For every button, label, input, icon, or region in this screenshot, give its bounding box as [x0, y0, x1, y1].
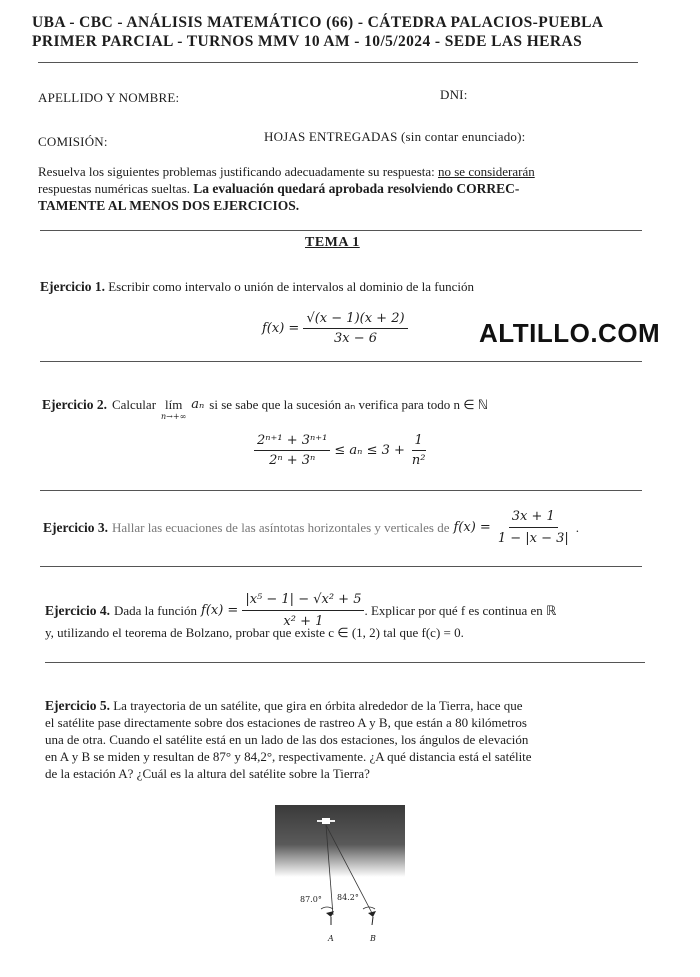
exercise-4-lhs: f(x) =: [201, 603, 239, 618]
dni-field-label: DNI:: [440, 87, 468, 102]
exercise-2-inequality: [254, 433, 428, 468]
angle-arc-a: [321, 907, 333, 909]
limit-operator: [161, 399, 186, 423]
exercise-3-lhs: f(x) =: [453, 520, 491, 535]
exercise-2-statement: [42, 396, 488, 423]
exercise-5-line-2: el satélite pase directamente sobre dos estaciones de rastreo A y B, que están a 80 kilómetros: [45, 715, 527, 730]
exercise-4-label: Ejercicio 4.: [45, 603, 110, 618]
commission-field-label: COMISIÓN:: [38, 134, 108, 149]
exercise-5-line-3: una de otra. Cuando el satélite está en un lado de las dos estaciones, los ángulos de elevación: [45, 732, 529, 747]
exercise-5-label: Ejercicio 5.: [45, 698, 110, 713]
limit-variable: aₙ: [191, 397, 205, 412]
satellite-diagram: [275, 805, 405, 950]
satellite-figure: [275, 805, 405, 950]
instructions-divider: [40, 230, 642, 231]
instructions: [38, 163, 648, 214]
angle-label-a: 87.0°: [300, 895, 322, 904]
exercise-2-middle: ≤ aₙ ≤ 3 +: [334, 443, 405, 458]
exercise-4-divider: [45, 662, 645, 663]
exercise-1-lhs: f(x) =: [262, 321, 300, 336]
exam-title-line-2: PRIMER PARCIAL - TURNOS MMV 10 AM - 10/5/2024 - SEDE LAS HERAS: [32, 33, 583, 50]
station-a-label: A: [328, 934, 334, 943]
limit-word: lím: [164, 397, 183, 412]
exercise-1-formula: [262, 311, 408, 346]
exercise-2-label: Ejercicio 2.: [42, 397, 107, 412]
exercise-1-divider: [40, 361, 642, 362]
station-b-icon: [368, 911, 376, 925]
exercise-1-label: Ejercicio 1.: [40, 279, 105, 294]
header-divider: [38, 62, 638, 63]
station-a-icon: [326, 911, 334, 925]
sky-background: [275, 805, 405, 877]
exercise-2-frac-denominator: n²: [411, 453, 426, 468]
exercise-1-statement: [40, 278, 474, 295]
exercise-4-text-a: Dada la función: [113, 603, 198, 618]
exercise-5-line-4: en A y B se miden y resultan de 87° y 84,2°, respectivamente. ¿A qué distancia está el satélite: [45, 749, 532, 764]
exercise-5-statement: [45, 697, 650, 782]
exercise-3-divider: [40, 566, 642, 567]
instructions-text-2: respuestas numéricas sueltas.: [38, 181, 190, 196]
exercise-5-line-1: La trayectoria de un satélite, que gira en órbita alrededor de la Tierra, hace que: [113, 698, 523, 713]
exercise-3-end: .: [575, 520, 580, 535]
instructions-underlined: no se considerarán: [438, 164, 535, 179]
exercise-4-text-c: y, utilizando el teorema de Bolzano, probar que existe c ∈ (1, 2) tal que f(c) = 0.: [45, 625, 464, 640]
instructions-bold-2: TAMENTE AL MENOS DOS EJERCICIOS.: [38, 198, 300, 213]
limit-subscript: n→+∞: [161, 412, 187, 421]
topic-title: TEMA 1: [305, 235, 360, 250]
angle-label-b: 84.2°: [337, 893, 359, 902]
exercise-2-frac-numerator: 1: [412, 433, 426, 451]
exercise-3-denominator: 1 − |x − 3|: [497, 531, 569, 546]
exercise-4-denominator: x² + 1: [283, 614, 324, 629]
exercise-4-text-b: . Explicar por qué f es continua en ℝ: [364, 603, 557, 618]
exercise-3-text: Hallar las ecuaciones de las asíntotas horizontales y verticales de: [111, 520, 450, 535]
exercise-1-denominator: 3x − 6: [333, 331, 378, 346]
exercise-1-numerator: √(x − 1)(x + 2): [303, 311, 407, 329]
exercise-4-numerator: |x⁵ − 1| − √x² + 5: [242, 591, 364, 611]
exercise-5-line-5: de la estación A? ¿Cuál es la altura del satélite sobre la Tierra?: [45, 766, 370, 781]
exercise-2-text-a: Calcular: [111, 397, 157, 412]
name-field-label: APELLIDO Y NOMBRE:: [38, 90, 180, 105]
sheets-field-label: HOJAS ENTREGADAS (sin contar enunciado):: [264, 129, 526, 144]
exam-title-line-1: UBA - CBC - ANÁLISIS MATEMÁTICO (66) - CÁTEDRA PALACIOS-PUEBLA: [32, 14, 604, 31]
exercise-3-statement: [43, 508, 579, 547]
exercise-2-denominator: 2ⁿ + 3ⁿ: [269, 453, 316, 468]
exercise-1-text: Escribir como intervalo o unión de intervalos al dominio de la función: [108, 279, 474, 294]
exercise-3-numerator: 3x + 1: [509, 508, 558, 528]
exercise-2-numerator: 2ⁿ⁺¹ + 3ⁿ⁺¹: [254, 433, 330, 451]
exercise-2-text-b: si se sabe que la sucesión aₙ verifica para todo n ∈ ℕ: [209, 397, 489, 412]
station-b-label: B: [370, 934, 376, 943]
instructions-text-1: Resuelva los siguientes problemas justificando adecuadamente su respuesta:: [38, 164, 438, 179]
watermark-logo: ALTILLO.COM: [479, 318, 661, 348]
exercise-2-divider: [40, 490, 642, 491]
instructions-bold-1: La evaluación quedará aprobada resolviendo CORREC-: [193, 181, 520, 196]
exercise-3-label: Ejercicio 3.: [43, 520, 108, 535]
